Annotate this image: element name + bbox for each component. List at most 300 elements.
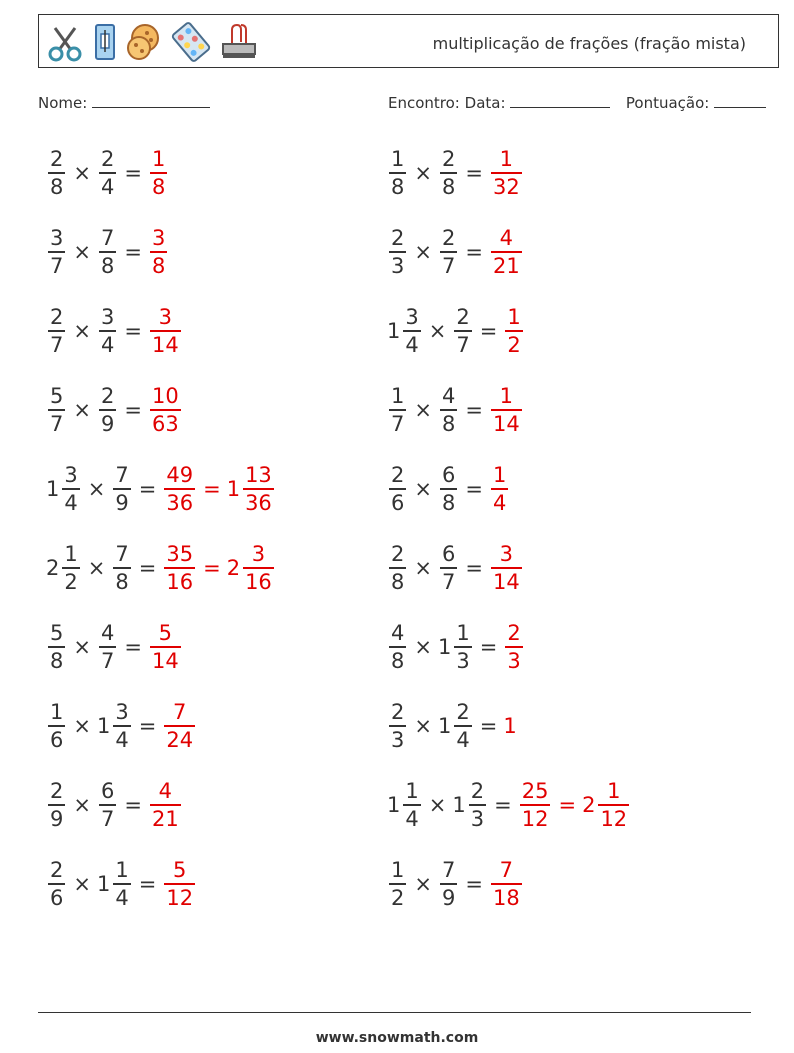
answer-denominator: 36 — [245, 490, 272, 515]
answer — [503, 620, 524, 674]
first-operand-numerator: 2 — [50, 858, 64, 883]
meeting-label: Encontro: — [388, 94, 460, 112]
answer — [162, 699, 197, 753]
equals-sign: = — [124, 793, 142, 817]
second-operand-numerator: 3 — [115, 700, 129, 725]
first-operand-fraction — [389, 462, 406, 516]
equals-sign: = — [479, 714, 498, 738]
first-operand-fraction — [389, 225, 406, 279]
second-operand-numerator: 7 — [115, 542, 129, 567]
problem-item — [387, 143, 524, 203]
equals-sign: = — [494, 793, 512, 817]
first-operand-whole: 2 — [46, 556, 60, 580]
first-operand-denominator: 8 — [391, 174, 405, 199]
problem-item — [46, 775, 183, 835]
equals-sign: = — [124, 319, 142, 343]
second-operand-numerator: 2 — [100, 147, 115, 172]
answer-numerator: 1 — [151, 147, 166, 172]
second-operand-fraction — [113, 699, 130, 753]
second-operand-denominator: 9 — [441, 885, 456, 910]
first-operand-denominator: 4 — [405, 806, 419, 831]
answer-denominator: 36 — [166, 490, 194, 515]
problem-item — [387, 459, 510, 519]
answer-denominator: 3 — [507, 648, 521, 673]
answer-numerator: 1 — [499, 147, 514, 172]
second-operand-whole: 1 — [96, 872, 111, 896]
second-operand-denominator: 8 — [441, 490, 456, 515]
second-operand-numerator: 2 — [100, 384, 115, 409]
answer — [582, 778, 631, 832]
answer-denominator: 63 — [151, 411, 179, 436]
answer-fraction — [243, 462, 274, 516]
first-operand-numerator: 2 — [50, 147, 64, 172]
name-field — [38, 94, 210, 112]
answer-numerator: 7 — [173, 700, 187, 725]
second-operand-numerator: 4 — [100, 621, 115, 646]
times-sign: × — [414, 161, 432, 185]
first-operand-numerator: 3 — [405, 305, 419, 330]
answer-denominator: 8 — [151, 174, 166, 199]
answer-fraction — [491, 857, 522, 911]
answer — [148, 383, 183, 437]
second-operand-numerator: 7 — [115, 463, 129, 488]
first-operand-denominator: 9 — [50, 806, 64, 831]
first-operand-fraction — [403, 778, 420, 832]
second-operand-numerator: 6 — [100, 779, 115, 804]
second-operand-fraction — [440, 146, 457, 200]
first-operand-denominator: 7 — [391, 411, 405, 436]
answer-denominator: 16 — [166, 569, 194, 594]
equals-sign: = — [465, 477, 483, 501]
first-operand-numerator: 5 — [50, 621, 64, 646]
first-operand-numerator: 2 — [50, 779, 64, 804]
times-sign: × — [73, 319, 91, 343]
first-operand-fraction — [389, 620, 406, 674]
times-sign: × — [414, 556, 432, 580]
problem-item — [387, 380, 524, 440]
second-operand-denominator: 7 — [100, 806, 115, 831]
first-operand-fraction — [62, 462, 79, 516]
answer-denominator: 16 — [245, 569, 272, 594]
equals-sign: = — [203, 556, 221, 580]
answer-fraction — [243, 541, 274, 595]
second-operand-denominator: 3 — [470, 806, 485, 831]
second-operand-numerator: 6 — [441, 463, 456, 488]
answer — [162, 857, 197, 911]
times-sign: × — [428, 319, 447, 343]
problem-item — [46, 380, 183, 440]
first-operand-denominator: 6 — [50, 885, 64, 910]
answer-denominator: 18 — [492, 885, 520, 910]
first-operand-numerator: 3 — [64, 463, 78, 488]
answer-fraction — [150, 304, 181, 358]
footer-website: www.snowmath.com — [315, 1030, 479, 1046]
times-sign: × — [73, 872, 91, 896]
first-operand-denominator: 8 — [50, 648, 64, 673]
first-operand-denominator: 8 — [50, 174, 64, 199]
second-operand-denominator: 7 — [441, 569, 456, 594]
first-operand-numerator: 1 — [391, 384, 405, 409]
second-operand-fraction — [440, 383, 457, 437]
answer-fraction — [150, 383, 181, 437]
answer — [227, 462, 276, 516]
answer-numerator: 25 — [521, 779, 549, 804]
answer-numerator: 1 — [499, 384, 514, 409]
first-operand-numerator: 1 — [391, 858, 405, 883]
equals-sign: = — [479, 635, 498, 659]
second-operand-numerator: 6 — [441, 542, 456, 567]
answer — [518, 778, 553, 832]
answer — [489, 462, 510, 516]
problem-item — [387, 617, 525, 677]
equals-sign: = — [558, 793, 577, 817]
second-operand-denominator: 4 — [100, 332, 115, 357]
times-sign: × — [414, 872, 432, 896]
worksheet-header — [38, 14, 779, 68]
first-operand-denominator: 4 — [405, 332, 419, 357]
second-operand-numerator: 1 — [456, 621, 470, 646]
times-sign: × — [73, 161, 91, 185]
sharpener-icon — [93, 22, 117, 62]
equals-sign: = — [465, 872, 483, 896]
answer-denominator: 2 — [507, 332, 521, 357]
second-operand-fraction — [99, 383, 116, 437]
first-operand-fraction — [403, 304, 420, 358]
second-operand-numerator: 2 — [456, 305, 470, 330]
answer-numerator: 1 — [507, 305, 521, 330]
first-operand-denominator: 8 — [391, 648, 405, 673]
answer — [489, 857, 524, 911]
first-operand-whole: 1 — [46, 477, 60, 501]
answer-numerator: 5 — [173, 858, 187, 883]
second-operand-denominator: 4 — [100, 174, 115, 199]
second-operand-denominator: 7 — [100, 648, 115, 673]
answer — [148, 620, 183, 674]
answer-fraction — [491, 541, 522, 595]
first-operand-fraction — [48, 857, 65, 911]
second-operand-fraction — [440, 541, 457, 595]
second-operand-fraction — [454, 620, 471, 674]
second-operand-whole: 1 — [96, 714, 111, 738]
second-operand-fraction — [440, 462, 457, 516]
scissors-icon — [45, 22, 85, 62]
first-operand-denominator: 2 — [391, 885, 405, 910]
answer-numerator: 1 — [607, 779, 621, 804]
first-operand-numerator: 1 — [64, 542, 78, 567]
answer — [227, 541, 276, 595]
answer-numerator: 3 — [499, 542, 514, 567]
times-sign: × — [414, 635, 432, 659]
second-operand-denominator: 8 — [441, 174, 456, 199]
problem-item — [46, 222, 169, 282]
first-operand-fraction — [389, 383, 406, 437]
times-sign: × — [414, 240, 432, 264]
answer — [489, 541, 524, 595]
answer-numerator: 35 — [166, 542, 194, 567]
second-operand-numerator: 7 — [441, 858, 456, 883]
first-operand-denominator: 4 — [64, 490, 78, 515]
meeting-fields — [388, 94, 766, 112]
problem-item — [46, 301, 183, 361]
second-operand-whole: 1 — [437, 714, 452, 738]
second-operand-denominator: 9 — [115, 490, 129, 515]
second-operand-fraction — [454, 304, 471, 358]
problem-item — [387, 222, 524, 282]
equals-sign: = — [124, 240, 142, 264]
answer-whole: 2 — [226, 556, 241, 580]
second-operand-numerator: 2 — [441, 147, 456, 172]
second-operand-fraction — [440, 857, 457, 911]
answer-denominator: 32 — [492, 174, 520, 199]
answer — [162, 462, 197, 516]
binder-clip-icon — [219, 22, 259, 62]
answer — [503, 714, 517, 738]
equals-sign: = — [465, 556, 483, 580]
problem-item — [387, 538, 524, 598]
answer-fraction — [491, 225, 522, 279]
answer-fraction — [164, 699, 195, 753]
answer-numerator: 1 — [492, 463, 507, 488]
equals-sign: = — [203, 477, 221, 501]
answer-fraction — [491, 146, 522, 200]
answer-fraction — [520, 778, 551, 832]
answer-denominator: 21 — [492, 253, 520, 278]
answer-denominator: 14 — [151, 332, 179, 357]
answer-fraction — [150, 146, 167, 200]
first-operand-fraction — [48, 620, 65, 674]
first-operand-fraction — [48, 778, 65, 832]
first-operand-denominator: 2 — [64, 569, 78, 594]
first-operand-whole: 1 — [387, 793, 401, 817]
first-operand-fraction — [389, 146, 406, 200]
footer-divider — [38, 1012, 751, 1013]
second-operand-denominator: 8 — [100, 253, 115, 278]
equals-sign: = — [465, 240, 483, 264]
answer — [148, 146, 169, 200]
equals-sign: = — [138, 477, 157, 501]
times-sign: × — [73, 240, 91, 264]
equals-sign: = — [138, 872, 157, 896]
first-operand-fraction — [389, 857, 406, 911]
times-sign: × — [428, 793, 447, 817]
first-operand-numerator: 4 — [391, 621, 405, 646]
first-operand-fraction — [48, 225, 65, 279]
answer-denominator: 14 — [492, 569, 520, 594]
second-operand-fraction — [113, 462, 130, 516]
second-operand-numerator: 2 — [470, 779, 485, 804]
answer-fraction — [150, 225, 167, 279]
equals-sign: = — [124, 161, 142, 185]
second-operand-fraction — [469, 778, 486, 832]
score-blank[interactable] — [714, 95, 766, 108]
answer-denominator: 12 — [521, 806, 549, 831]
problem-item — [387, 854, 524, 914]
second-operand-numerator: 4 — [441, 384, 456, 409]
second-operand-fraction — [113, 857, 130, 911]
second-operand-fraction — [99, 778, 116, 832]
answer — [489, 383, 524, 437]
first-operand-fraction — [48, 146, 65, 200]
answer-whole: 1 — [503, 714, 517, 738]
answer — [148, 304, 183, 358]
name-blank[interactable] — [92, 95, 210, 108]
second-operand-numerator: 2 — [456, 700, 470, 725]
answer-numerator: 13 — [245, 463, 272, 488]
first-operand-numerator: 1 — [391, 147, 405, 172]
answer-numerator: 2 — [507, 621, 521, 646]
first-operand-denominator: 3 — [391, 727, 405, 752]
times-sign: × — [414, 714, 432, 738]
date-blank[interactable] — [510, 95, 610, 108]
first-operand-numerator: 5 — [50, 384, 64, 409]
first-operand-numerator: 3 — [50, 226, 64, 251]
second-operand-denominator: 3 — [456, 648, 470, 673]
first-operand-denominator: 6 — [50, 727, 64, 752]
first-operand-denominator: 3 — [391, 253, 405, 278]
answer — [162, 541, 197, 595]
answer-fraction — [150, 620, 181, 674]
answer — [489, 225, 524, 279]
equals-sign: = — [465, 398, 483, 422]
times-sign: × — [73, 714, 91, 738]
first-operand-fraction — [48, 383, 65, 437]
answer-numerator: 3 — [158, 305, 173, 330]
problem-item — [387, 775, 631, 835]
answer-whole: 1 — [226, 477, 241, 501]
second-operand-fraction — [99, 146, 116, 200]
second-operand-numerator: 2 — [441, 226, 456, 251]
first-operand-numerator: 1 — [405, 779, 419, 804]
first-operand-fraction — [48, 304, 65, 358]
answer-numerator: 10 — [151, 384, 179, 409]
second-operand-whole: 1 — [437, 635, 452, 659]
times-sign: × — [414, 398, 432, 422]
first-operand-numerator: 1 — [50, 700, 64, 725]
answer-fraction — [491, 383, 522, 437]
answer-fraction — [164, 541, 195, 595]
second-operand-numerator: 7 — [100, 226, 115, 251]
answer-numerator: 4 — [158, 779, 173, 804]
first-operand-denominator: 8 — [391, 569, 405, 594]
date-label: Data: — [464, 94, 506, 112]
answer — [148, 225, 169, 279]
answer-fraction — [150, 778, 181, 832]
second-operand-denominator: 4 — [115, 727, 129, 752]
equals-sign: = — [124, 398, 142, 422]
answer-denominator: 14 — [492, 411, 520, 436]
second-operand-numerator: 1 — [115, 858, 129, 883]
answer-fraction — [164, 857, 195, 911]
answer-fraction — [598, 778, 629, 832]
answer-numerator: 7 — [499, 858, 514, 883]
equals-sign: = — [138, 556, 157, 580]
times-sign: × — [87, 556, 106, 580]
equals-sign: = — [138, 714, 157, 738]
times-sign: × — [73, 398, 91, 422]
answer-numerator: 49 — [166, 463, 194, 488]
first-operand-numerator: 2 — [391, 700, 405, 725]
first-operand-numerator: 2 — [391, 463, 405, 488]
cookie-icon — [125, 22, 163, 62]
answer-numerator: 5 — [158, 621, 173, 646]
answer-numerator: 4 — [499, 226, 514, 251]
answer — [489, 146, 524, 200]
answer-fraction — [164, 462, 195, 516]
answer-denominator: 12 — [166, 885, 194, 910]
times-sign: × — [414, 477, 432, 501]
problem-item — [46, 617, 183, 677]
answer — [503, 304, 524, 358]
first-operand-numerator: 2 — [391, 226, 405, 251]
answer-denominator: 8 — [151, 253, 166, 278]
header-icons — [45, 21, 259, 63]
first-operand-denominator: 6 — [391, 490, 405, 515]
answer-numerator: 3 — [151, 226, 166, 251]
second-operand-fraction — [113, 541, 130, 595]
first-operand-fraction — [48, 699, 65, 753]
times-sign: × — [87, 477, 106, 501]
score-label: Pontuação: — [625, 94, 710, 112]
times-sign: × — [73, 793, 91, 817]
first-operand-fraction — [389, 541, 406, 595]
equals-sign: = — [465, 161, 483, 185]
second-operand-fraction — [99, 304, 116, 358]
first-operand-denominator: 7 — [50, 332, 64, 357]
second-operand-denominator: 7 — [456, 332, 470, 357]
problem-item — [46, 854, 197, 914]
second-operand-denominator: 8 — [115, 569, 129, 594]
answer-denominator: 24 — [166, 727, 194, 752]
answer-numerator: 3 — [251, 542, 266, 567]
second-operand-whole: 1 — [452, 793, 466, 817]
first-operand-denominator: 7 — [50, 411, 64, 436]
answer-fraction — [491, 462, 508, 516]
second-operand-denominator: 4 — [456, 727, 470, 752]
problem-item — [46, 459, 276, 519]
answer-denominator: 4 — [492, 490, 507, 515]
first-operand-fraction — [62, 541, 79, 595]
problem-item — [46, 143, 169, 203]
first-operand-numerator: 2 — [391, 542, 405, 567]
equals-sign: = — [479, 319, 498, 343]
times-sign: × — [73, 635, 91, 659]
second-operand-denominator: 9 — [100, 411, 115, 436]
answer-fraction — [505, 620, 522, 674]
problem-item — [387, 696, 518, 756]
second-operand-denominator: 8 — [441, 411, 456, 436]
second-operand-denominator: 7 — [441, 253, 456, 278]
answer-denominator: 14 — [151, 648, 179, 673]
problem-item — [387, 301, 525, 361]
answer-denominator: 12 — [600, 806, 628, 831]
problem-item — [46, 696, 197, 756]
first-operand-numerator: 2 — [50, 305, 64, 330]
problem-item — [46, 538, 276, 598]
equals-sign: = — [124, 635, 142, 659]
second-operand-fraction — [454, 699, 471, 753]
second-operand-fraction — [99, 620, 116, 674]
first-operand-fraction — [389, 699, 406, 753]
second-operand-fraction — [440, 225, 457, 279]
first-operand-denominator: 7 — [50, 253, 64, 278]
second-operand-fraction — [99, 225, 116, 279]
second-operand-numerator: 3 — [100, 305, 115, 330]
answer-fraction — [505, 304, 522, 358]
answer-whole: 2 — [582, 793, 596, 817]
name-label: Nome: — [38, 94, 88, 112]
answer-denominator: 21 — [151, 806, 179, 831]
second-operand-denominator: 4 — [115, 885, 129, 910]
